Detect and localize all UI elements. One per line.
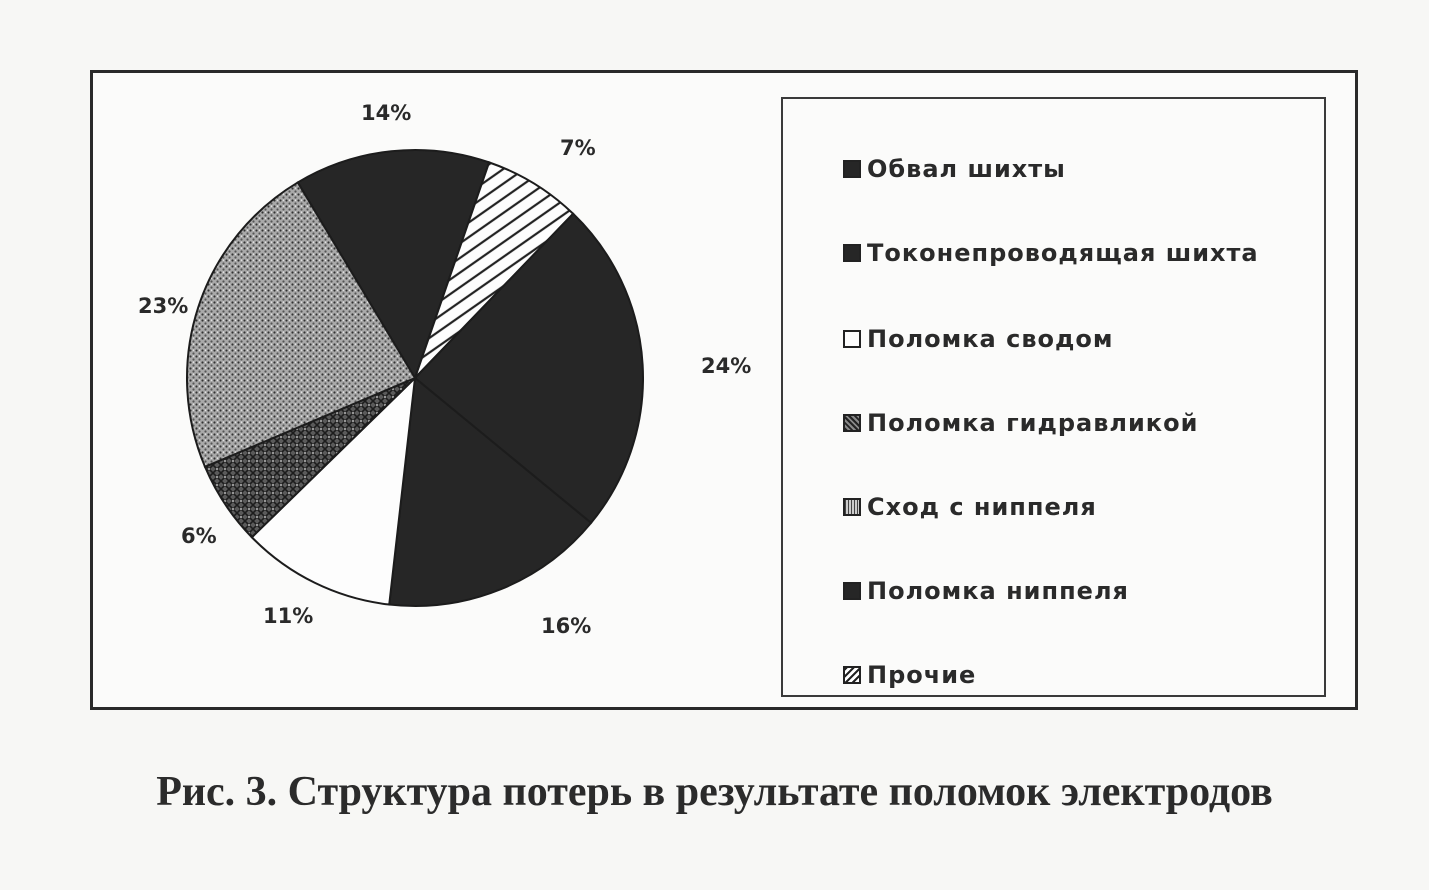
slice-percent-label: 7% bbox=[560, 136, 596, 160]
legend-label: Сход с ниппеля bbox=[867, 493, 1097, 521]
legend-swatch-nippel bbox=[843, 582, 861, 600]
slice-percent-label: 24% bbox=[701, 354, 752, 378]
slice-percent-label: 6% bbox=[181, 524, 217, 548]
legend-swatch-tokonepr bbox=[843, 244, 861, 262]
legend bbox=[781, 97, 1326, 697]
figure-caption: Рис. 3. Структура потерь в результате поломок электродов bbox=[156, 769, 1273, 815]
slice-percent-label: 16% bbox=[541, 614, 592, 638]
legend-label: Прочие bbox=[867, 661, 977, 689]
legend-swatch-gidravlika bbox=[843, 414, 861, 432]
legend-label: Токонепроводящая шихта bbox=[867, 239, 1259, 267]
legend-item-obval bbox=[843, 155, 1066, 183]
legend-swatch-svod bbox=[843, 330, 861, 348]
pie-chart bbox=[93, 73, 773, 713]
legend-item-gidravlika bbox=[843, 409, 1198, 437]
legend-item-tokonepr bbox=[843, 239, 1259, 267]
legend-item-nippel bbox=[843, 577, 1129, 605]
legend-label: Поломка сводом bbox=[867, 325, 1114, 353]
legend-item-prochie bbox=[843, 661, 976, 689]
slice-percent-label: 11% bbox=[263, 604, 314, 628]
legend-item-svod bbox=[843, 325, 1114, 353]
legend-label: Поломка ниппеля bbox=[867, 577, 1129, 605]
legend-label: Поломка гидравликой bbox=[867, 409, 1199, 437]
slice-percent-label: 14% bbox=[361, 101, 412, 125]
slice-percent-label: 23% bbox=[138, 294, 189, 318]
legend-swatch-obval bbox=[843, 160, 861, 178]
legend-item-shod bbox=[843, 493, 1097, 521]
legend-label: Обвал шихты bbox=[867, 155, 1066, 183]
legend-swatch-prochie bbox=[843, 666, 861, 684]
chart-frame bbox=[90, 70, 1358, 710]
legend-swatch-shod bbox=[843, 498, 861, 516]
